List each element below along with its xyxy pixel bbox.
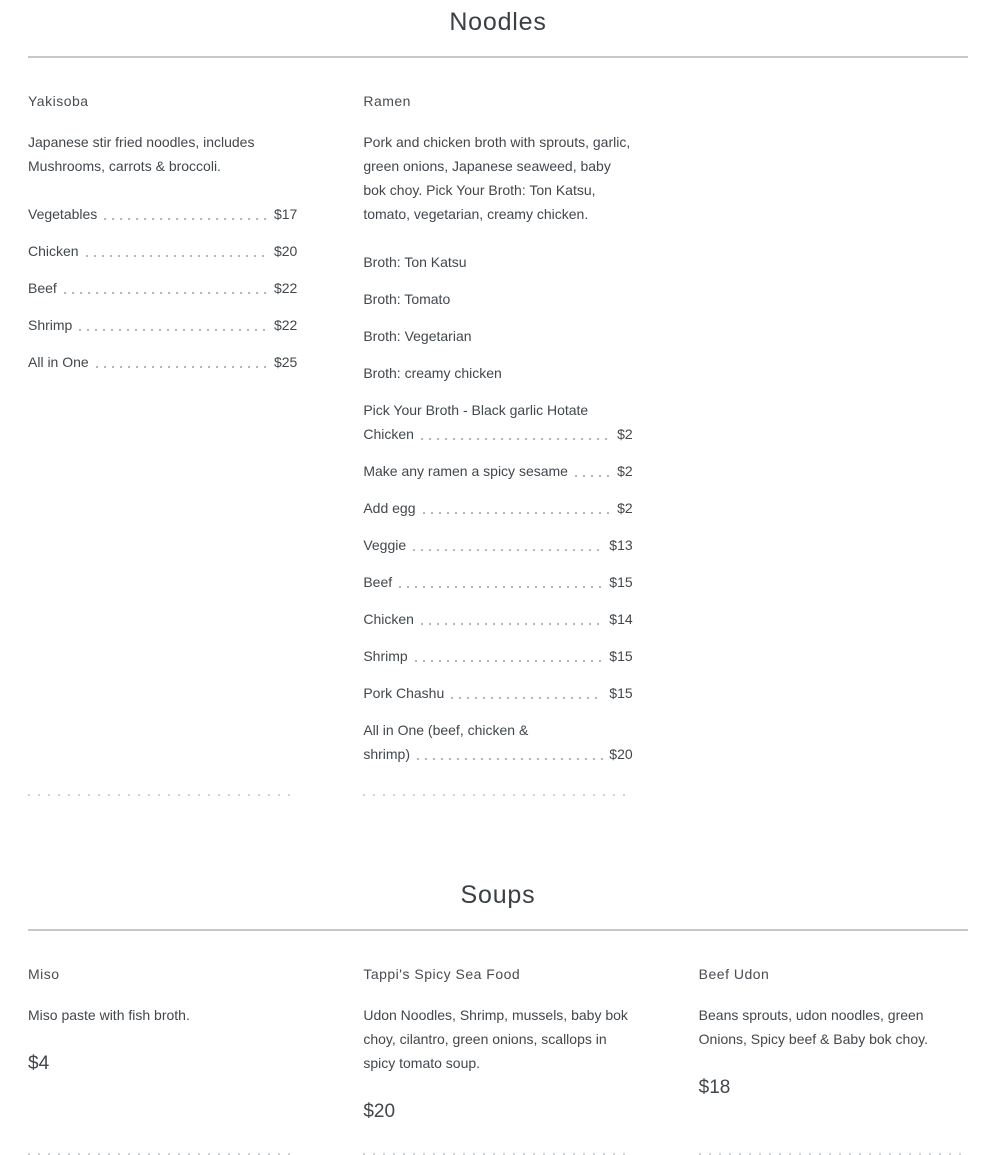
- option-row: [363, 361, 632, 385]
- menu-item-ramen: [363, 94, 632, 796]
- option-label-line1: All in One (beef, chicken &: [363, 722, 529, 738]
- dotted-leader: [451, 697, 603, 699]
- option-price: $13: [609, 537, 633, 553]
- dotted-leader: [423, 512, 612, 514]
- option-price: $15: [609, 648, 633, 664]
- option-row: [28, 202, 297, 226]
- option-label: Vegetables: [28, 206, 98, 222]
- option-label-line1: Pick Your Broth - Black garlic Hotate: [363, 402, 589, 418]
- dotted-leader: [64, 292, 268, 294]
- option-row: [363, 570, 632, 594]
- option-price: $22: [273, 317, 298, 333]
- option-label: Broth: creamy chicken: [363, 365, 502, 381]
- dotted-leader: [421, 623, 603, 625]
- dotted-leader: [413, 549, 603, 551]
- option-row: [363, 644, 632, 668]
- item-name: Miso: [28, 966, 60, 982]
- empty-grid-cell: [699, 94, 968, 796]
- dotted-leader: [575, 475, 611, 477]
- option-label: Add egg: [363, 500, 416, 516]
- item-description: Miso paste with fish broth.: [28, 1007, 190, 1023]
- option-row: [363, 324, 632, 348]
- item-description: Pork and chicken broth with sprouts, garlic, green onions, Japanese seaweed, baby bok choy. Pick Your Broth: Ton Katsu, tomato, vegetarian, creamy chicken.: [363, 134, 631, 222]
- option-price: $2: [617, 500, 633, 516]
- item-price: $20: [363, 1101, 396, 1122]
- option-label: Chicken: [363, 611, 414, 627]
- option-row-wrapped: [363, 398, 632, 446]
- item-name: Yakisoba: [28, 93, 89, 109]
- option-label-line2-row: [363, 422, 632, 446]
- option-price: $15: [609, 685, 633, 701]
- option-price: $20: [273, 243, 298, 259]
- item-price: $4: [28, 1053, 50, 1074]
- option-row: [28, 276, 297, 300]
- option-label: Beef: [28, 280, 57, 296]
- option-label-line2-row: [363, 742, 632, 766]
- option-label: Pork Chashu: [363, 685, 445, 701]
- menu-item-tappis-spicy-sea-food: [363, 967, 632, 1155]
- option-row: [363, 459, 632, 483]
- soups-items-grid: [0, 931, 996, 1155]
- dotted-leader: [417, 758, 603, 760]
- item-name: Ramen: [363, 93, 411, 109]
- item-description: Japanese stir fried noodles, includes Mushrooms, carrots & broccoli.: [28, 134, 255, 174]
- option-label: Veggie: [363, 537, 407, 553]
- dotted-leader: [104, 218, 268, 220]
- dotted-leader: [86, 255, 268, 257]
- item-name: Beef Udon: [698, 966, 770, 982]
- menu-item-yakisoba: [28, 94, 297, 796]
- option-label: Beef: [363, 574, 393, 590]
- item-description: Udon Noodles, Shrimp, mussels, baby bok choy, cilantro, green onions, scallops in spicy tomato soup.: [363, 1007, 628, 1071]
- dotted-leader: [421, 438, 611, 440]
- menu-item-beef-udon: [699, 967, 968, 1155]
- option-price: $20: [609, 746, 633, 762]
- option-row: [363, 287, 632, 311]
- option-row: [363, 533, 632, 557]
- option-label: Broth: Vegetarian: [363, 328, 472, 344]
- option-price: $17: [273, 206, 298, 222]
- item-description: Beans sprouts, udon noodles, green Onions, Spicy beef & Baby bok choy.: [698, 1007, 928, 1047]
- item-price: $18: [698, 1077, 731, 1098]
- dotted-leader: [415, 660, 604, 662]
- menu-item-miso: [28, 967, 297, 1155]
- option-price: $15: [609, 574, 633, 590]
- option-label: Broth: Tomato: [363, 291, 451, 307]
- section-title-noodles: Noodles: [449, 8, 547, 36]
- dotted-leader: [96, 366, 268, 368]
- option-price: $2: [617, 463, 633, 479]
- dotted-leader: [79, 329, 268, 331]
- option-label-line2: shrimp): [363, 746, 410, 762]
- option-row: [28, 239, 297, 263]
- dotted-leader: [399, 586, 603, 588]
- option-row: [363, 250, 632, 274]
- option-label: All in One: [28, 354, 89, 370]
- option-price: $22: [273, 280, 298, 296]
- option-row: [28, 350, 297, 374]
- option-row: [363, 607, 632, 631]
- option-label: Make any ramen a spicy sesame: [363, 463, 568, 479]
- section-title-soups: Soups: [460, 881, 536, 909]
- option-price: $14: [609, 611, 633, 627]
- option-label-line2: Chicken: [363, 426, 414, 442]
- option-price: $25: [273, 354, 298, 370]
- item-name: Tappi's Spicy Sea Food: [363, 966, 521, 982]
- option-row: [28, 313, 297, 337]
- option-label: Shrimp: [363, 648, 408, 664]
- option-price: $2: [617, 426, 633, 442]
- option-label: Chicken: [28, 243, 79, 259]
- option-row-wrapped: [363, 718, 632, 766]
- option-label: Broth: Ton Katsu: [363, 254, 467, 270]
- noodles-items-grid: [0, 58, 996, 796]
- option-row: [363, 496, 632, 520]
- section-soups: [0, 873, 996, 1155]
- option-row: [363, 681, 632, 705]
- option-label: Shrimp: [28, 317, 73, 333]
